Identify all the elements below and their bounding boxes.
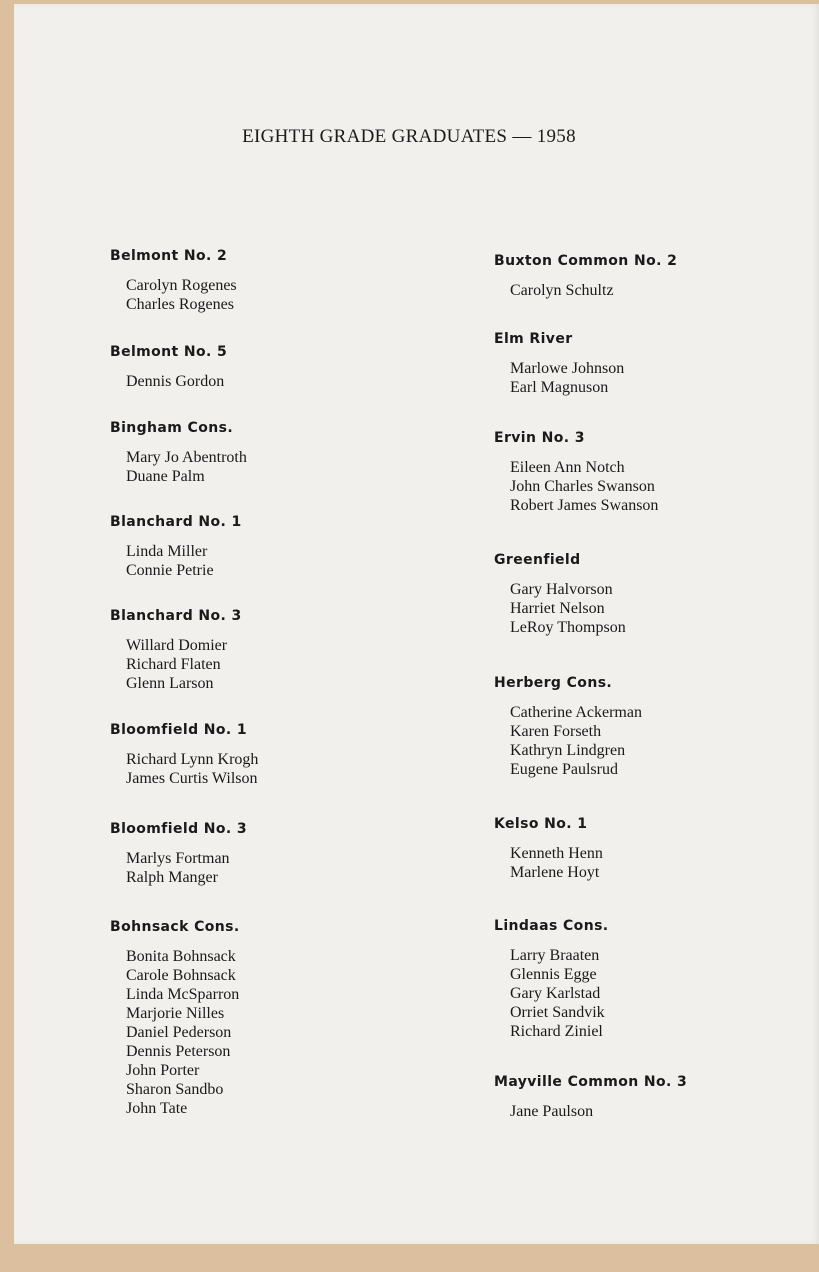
graduate-name: Sharon Sandbo [126, 1081, 224, 1098]
school-name: Bloomfield No. 3 [110, 821, 248, 837]
school-block [494, 253, 794, 300]
school-name: Bloomfield No. 1 [110, 722, 248, 738]
graduate-list [510, 580, 794, 637]
graduate-name: Charles Rogenes [126, 296, 234, 313]
school-block [110, 344, 410, 391]
graduate-name: Jane Paulson [510, 1103, 594, 1120]
graduate-list [126, 849, 410, 887]
graduate-name: Earl Magnuson [510, 379, 609, 396]
graduate-list [126, 636, 410, 693]
graduate-list [126, 947, 410, 1118]
graduate-list [510, 703, 794, 779]
graduate-name: Willard Domier [126, 637, 228, 654]
school-block [494, 675, 794, 779]
school-name: Mayville Common No. 3 [494, 1074, 688, 1090]
graduate-name: LeRoy Thompson [510, 619, 626, 636]
school-block [494, 552, 794, 637]
graduate-name: Duane Palm [126, 468, 205, 485]
graduate-list [510, 946, 794, 1041]
school-block [110, 514, 410, 580]
graduate-list [126, 372, 410, 391]
graduate-name: Marlowe Johnson [510, 360, 625, 377]
graduate-list [126, 276, 410, 314]
school-name: Elm River [494, 331, 573, 347]
school-block [110, 821, 410, 887]
graduate-name: Linda Miller [126, 543, 208, 560]
graduate-name: Glenn Larson [126, 675, 214, 692]
graduate-name: Dennis Peterson [126, 1043, 231, 1060]
graduate-name: Linda McSparron [126, 986, 240, 1003]
school-name: Bingham Cons. [110, 420, 234, 436]
school-block [494, 816, 794, 882]
graduate-name: Marlys Fortman [126, 850, 230, 867]
school-name: Blanchard No. 3 [110, 608, 242, 624]
graduate-name: John Porter [126, 1062, 200, 1079]
school-name: Belmont No. 2 [110, 248, 228, 264]
graduate-list [126, 542, 410, 580]
graduate-name: Catherine Ackerman [510, 704, 642, 721]
school-block [110, 722, 410, 788]
graduate-name: Larry Braaten [510, 947, 600, 964]
school-name: Blanchard No. 1 [110, 514, 242, 530]
school-name: Belmont No. 5 [110, 344, 228, 360]
graduate-list [510, 281, 794, 300]
graduate-list [510, 844, 794, 882]
school-block [494, 918, 794, 1041]
school-name: Herberg Cons. [494, 675, 613, 691]
graduate-name: Daniel Pederson [126, 1024, 232, 1041]
graduate-name: Gary Karlstad [510, 985, 601, 1002]
graduate-name: Carole Bohnsack [126, 967, 236, 984]
graduate-name: Eileen Ann Notch [510, 459, 625, 476]
graduate-name: Karen Forseth [510, 723, 602, 740]
school-name: Ervin No. 3 [494, 430, 585, 446]
graduate-list [510, 359, 794, 397]
graduate-name: Mary Jo Abentroth [126, 449, 247, 466]
graduate-name: Kathryn Lindgren [510, 742, 626, 759]
graduate-name: Ralph Manger [126, 869, 218, 886]
school-name: Lindaas Cons. [494, 918, 609, 934]
graduate-name: Orriet Sandvik [510, 1004, 605, 1021]
graduate-name: Carolyn Schultz [510, 282, 614, 299]
school-block [494, 1074, 794, 1121]
graduate-name: John Tate [126, 1100, 188, 1117]
graduate-name: Marjorie Nilles [126, 1005, 225, 1022]
school-block [110, 608, 410, 693]
graduate-name: Richard Ziniel [510, 1023, 603, 1040]
graduate-list [126, 448, 410, 486]
graduate-name: Bonita Bohnsack [126, 948, 236, 965]
school-block [494, 331, 794, 397]
graduate-name: Robert James Swanson [510, 497, 659, 514]
graduate-name: Harriet Nelson [510, 600, 605, 617]
school-block [110, 420, 410, 486]
graduate-name: Eugene Paulsrud [510, 761, 618, 778]
document-page [14, 4, 819, 1244]
school-name: Kelso No. 1 [494, 816, 588, 832]
graduate-name: John Charles Swanson [510, 478, 655, 495]
graduate-name: Connie Petrie [126, 562, 214, 579]
graduate-name: Marlene Hoyt [510, 864, 600, 881]
graduate-name: James Curtis Wilson [126, 770, 258, 787]
school-block [110, 919, 410, 1118]
school-block [110, 248, 410, 314]
graduate-name: Glennis Egge [510, 966, 597, 983]
page-title: EIGHTH GRADE GRADUATES — 1958 [242, 126, 576, 147]
graduate-name: Kenneth Henn [510, 845, 603, 862]
graduate-name: Richard Lynn Krogh [126, 751, 259, 768]
school-block [494, 430, 794, 515]
graduate-list [510, 1102, 794, 1121]
graduate-name: Richard Flaten [126, 656, 221, 673]
graduate-name: Carolyn Rogenes [126, 277, 237, 294]
graduate-name: Gary Halvorson [510, 581, 613, 598]
school-name: Greenfield [494, 552, 581, 568]
graduate-list [510, 458, 794, 515]
graduate-list [126, 750, 410, 788]
school-name: Buxton Common No. 2 [494, 253, 678, 269]
graduate-name: Dennis Gordon [126, 373, 225, 390]
school-name: Bohnsack Cons. [110, 919, 240, 935]
